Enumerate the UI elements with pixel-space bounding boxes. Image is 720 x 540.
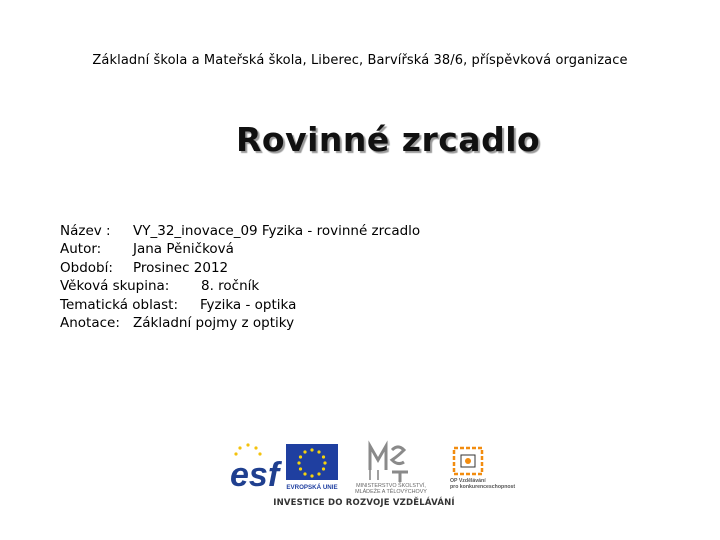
nazev-value: VY_32_inovace_09 Fyzika - rovinné zrcadlo bbox=[133, 223, 421, 239]
oblast-value: Fyzika - optika bbox=[200, 296, 297, 313]
nazev-label: Název : bbox=[60, 223, 111, 239]
anotace-label: Anotace: bbox=[60, 314, 120, 331]
msmt-line1: MINISTERSTVO ŠKOLSTVÍ, bbox=[356, 483, 426, 489]
autor-label: Autor: bbox=[60, 241, 102, 258]
oblast-label: Tematická oblast: bbox=[60, 296, 179, 313]
page-title: Rovinné zrcadlo bbox=[236, 120, 541, 159]
anotace-value: Základní pojmy z optiky bbox=[133, 314, 295, 331]
op-line1: OP Vzdělávání bbox=[450, 478, 486, 484]
obdobi-label: Období: bbox=[60, 259, 113, 276]
obdobi-value: Prosinec 2012 bbox=[133, 259, 229, 276]
autor-value: Jana Pěničková bbox=[133, 241, 234, 258]
op-line2: pro konkurenceschopnost bbox=[450, 484, 516, 490]
school-header: Základní škola a Mateřská škola, Liberec, Barvířská 38/6, příspěvková organizace bbox=[92, 53, 628, 68]
msmt-line2: MLÁDEŽE A TĚLOVÝCHOVY bbox=[355, 489, 427, 495]
vekova-value: 8. ročník bbox=[201, 278, 260, 295]
vekova-label: Věková skupina: bbox=[60, 278, 170, 295]
eu-flag bbox=[286, 444, 338, 491]
esf-logo bbox=[228, 442, 283, 494]
msmt-logo bbox=[355, 446, 427, 495]
eu-label: EVROPSKÁ UNIE bbox=[286, 484, 338, 491]
funding-tagline: INVESTICE DO ROZVOJE VZDĚLÁVÁNÍ bbox=[273, 498, 455, 508]
funding-logo-strip bbox=[228, 440, 516, 512]
op-logo bbox=[450, 448, 515, 490]
esf-text: esf bbox=[230, 456, 280, 494]
funding-logos bbox=[228, 440, 516, 498]
